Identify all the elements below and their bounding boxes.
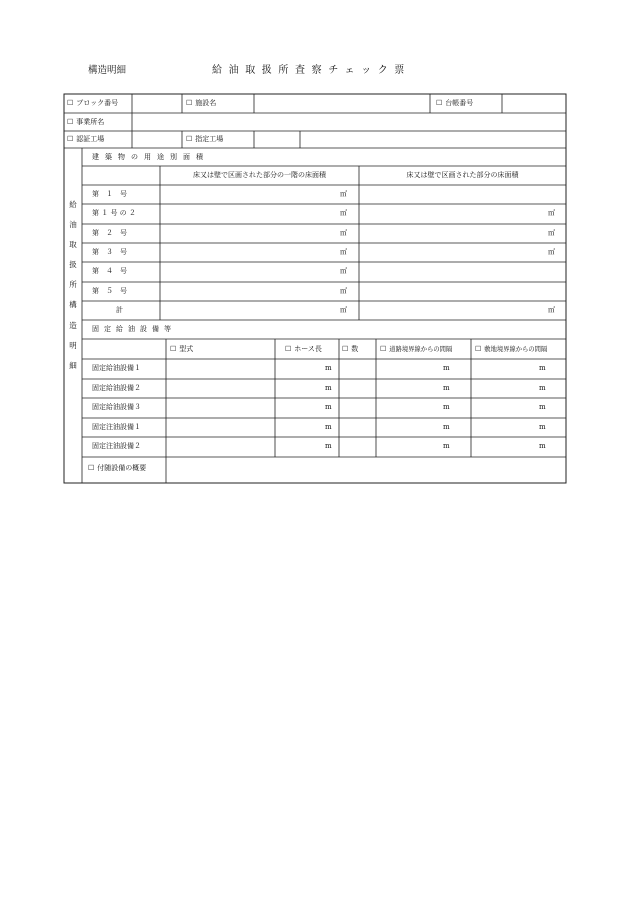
facility-name-checkbox[interactable]: ☐ <box>186 99 193 107</box>
row-label: 固定給油設備１ <box>92 364 141 372</box>
length-unit: m <box>539 364 546 372</box>
row-label: 固定注油設備２ <box>92 442 141 450</box>
length-unit: m <box>443 364 450 372</box>
row-label: 固定給油設備３ <box>92 403 141 411</box>
area-unit: ㎡ <box>340 267 347 275</box>
block-number-label: ☐ ブロック番号 <box>67 99 119 107</box>
fixed-equipment-section-title: 固定給油設備等 <box>92 325 176 333</box>
block-number-checkbox[interactable]: ☐ <box>67 99 74 107</box>
row-label: 第 ５ 号 <box>92 287 127 295</box>
designated-factory-checkbox[interactable]: ☐ <box>186 135 193 143</box>
row-label: 第 ３ 号 <box>92 248 127 256</box>
area-unit: ㎡ <box>548 209 555 217</box>
length-unit: m <box>325 384 332 392</box>
area-unit: ㎡ <box>340 209 347 217</box>
office-name-checkbox[interactable]: ☐ <box>67 118 74 126</box>
site-distance-checkbox[interactable]: ☐ <box>475 345 482 353</box>
area-unit: ㎡ <box>340 306 347 314</box>
area-unit: ㎡ <box>340 229 347 237</box>
page-title: 給油取扱所査察チェック票 <box>212 65 411 76</box>
designated-factory-label: ☐ 指定工場 <box>186 135 224 143</box>
length-unit: m <box>443 442 450 450</box>
row-label: 固定注油設備１ <box>92 423 141 431</box>
row-label-total: 計 <box>116 306 123 314</box>
length-unit: m <box>325 403 332 411</box>
col-count: ☐ 数 <box>342 345 359 353</box>
hose-length-checkbox[interactable]: ☐ <box>285 345 292 353</box>
area-unit: ㎡ <box>340 190 347 198</box>
facility-name-label: ☐ 施設名 <box>186 99 217 107</box>
row-label: 固定給油設備２ <box>92 384 141 392</box>
form-section-label: 構造明細 <box>88 65 127 76</box>
length-unit: m <box>325 364 332 372</box>
length-unit: m <box>539 442 546 450</box>
type-checkbox[interactable]: ☐ <box>170 345 177 353</box>
col-road-distance: ☐ 道路境界線からの間隔 <box>380 345 453 353</box>
area-unit: ㎡ <box>548 229 555 237</box>
road-distance-checkbox[interactable]: ☐ <box>380 345 387 353</box>
length-unit: m <box>443 403 450 411</box>
area-unit: ㎡ <box>548 306 555 314</box>
ancillary-checkbox[interactable]: ☐ <box>88 464 95 472</box>
certified-factory-label: ☐ 認証工場 <box>67 135 105 143</box>
certified-factory-checkbox[interactable]: ☐ <box>67 135 74 143</box>
area-unit: ㎡ <box>340 287 347 295</box>
ledger-number-label: ☐ 台帳番号 <box>436 99 474 107</box>
length-unit: m <box>325 442 332 450</box>
col-floor-area: 床又は壁で区画された部分の床面積 <box>406 171 519 179</box>
office-name-label: ☐ 事業所名 <box>67 118 105 126</box>
side-vertical-label: 給 油 取 扱 所 構 造 明 細 <box>69 200 77 370</box>
length-unit: m <box>443 423 450 431</box>
row-label: 第 １ 号 <box>92 190 127 198</box>
count-checkbox[interactable]: ☐ <box>342 345 349 353</box>
row-label: 第 ２ 号 <box>92 229 127 237</box>
length-unit: m <box>443 384 450 392</box>
col-type: ☐ 型式 <box>170 345 194 353</box>
length-unit: m <box>539 403 546 411</box>
length-unit: m <box>539 423 546 431</box>
length-unit: m <box>539 384 546 392</box>
ledger-number-checkbox[interactable]: ☐ <box>436 99 443 107</box>
check-sheet-table <box>64 94 566 483</box>
area-unit: ㎡ <box>340 248 347 256</box>
col-hose-length: ☐ ホース長 <box>285 345 322 353</box>
row-label: 第 ４ 号 <box>92 267 127 275</box>
col-first-floor-area: 床又は壁で区画された部分の一階の床面積 <box>193 171 326 179</box>
length-unit: m <box>325 423 332 431</box>
area-unit: ㎡ <box>548 248 555 256</box>
col-site-distance: ☐ 敷地境界線からの間隔 <box>475 345 548 353</box>
ancillary-equipment-label: ☐ 付随設備の概要 <box>88 464 147 472</box>
building-section-title: 建築物の用途別面積 <box>92 153 209 161</box>
row-label: 第 １ 号 の ２ <box>92 209 136 217</box>
